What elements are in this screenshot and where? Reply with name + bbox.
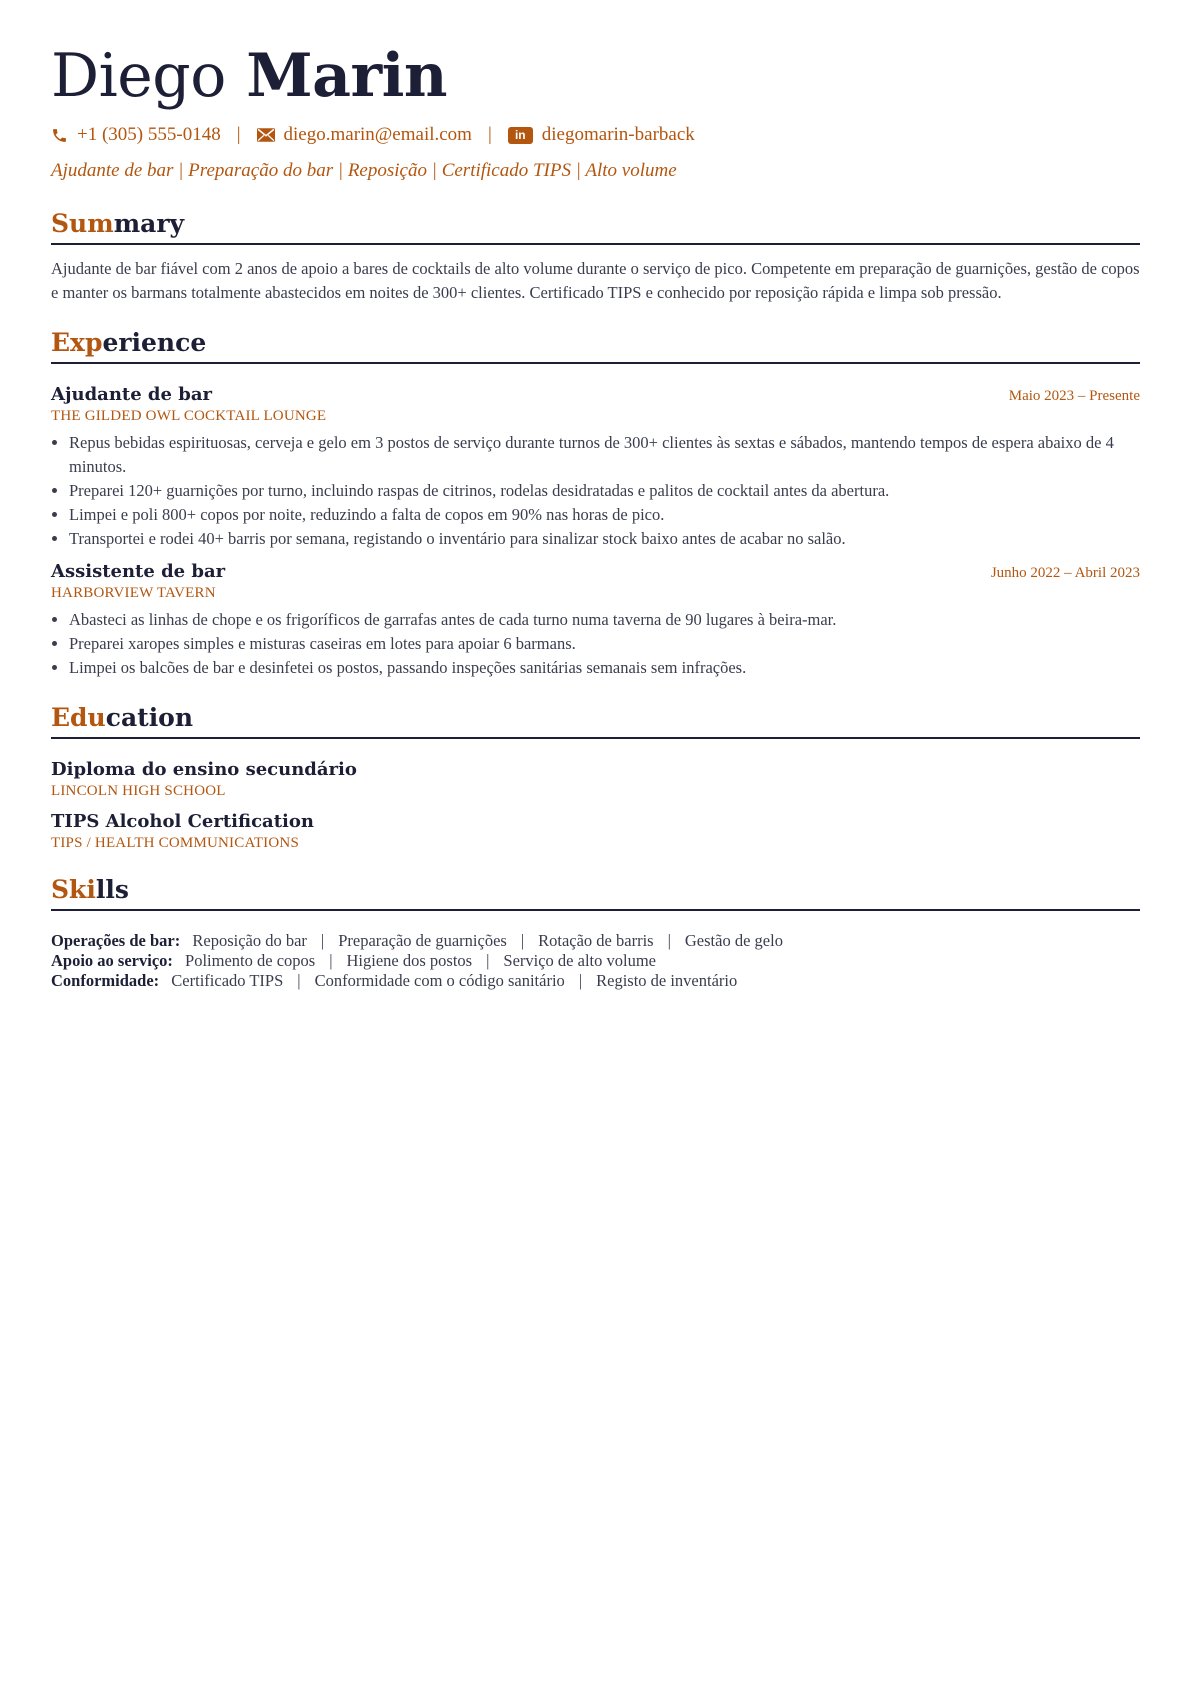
phone-number: +1 (305) 555-0148 bbox=[77, 124, 221, 145]
summary-text: Ajudante de bar fiável com 2 anos de apoio a bares de cocktails de alto volume durante o serviço de pico. Competente em preparação de guarnições, gestão de copos e manter os barmans totalmente abastecidos em noites de 300+ clientes. Certificado TIPS e conhecido por reposição rápida e limpa sob pressão. bbox=[51, 259, 1140, 302]
skill-separator: | bbox=[486, 951, 490, 970]
skill-row bbox=[51, 951, 1140, 971]
skill-item: Registo de inventário bbox=[596, 971, 738, 990]
section-title-accent: Edu bbox=[51, 703, 106, 732]
job-dates: Maio 2023 – Presente bbox=[1008, 388, 1140, 404]
job-header bbox=[51, 561, 1140, 582]
job-bullet: • Preparei xaropes simples e misturas caseiras em lotes para apoiar 6 barmans. bbox=[69, 632, 1140, 656]
experience-section bbox=[51, 327, 1140, 680]
skill-item: Polimento de copos bbox=[185, 951, 316, 970]
education-institution: TIPS / HEALTH COMMUNICATIONS bbox=[51, 835, 299, 851]
skill-separator: | bbox=[667, 931, 671, 950]
job-company: HARBORVIEW TAVERN bbox=[51, 585, 216, 601]
skill-separator: | bbox=[578, 971, 583, 990]
job-title: Assistente de bar bbox=[51, 561, 226, 582]
skill-category: Operações de bar: bbox=[51, 931, 181, 950]
section-title-rest: cation bbox=[105, 703, 194, 732]
skill-item: Reposição do bar bbox=[192, 931, 307, 950]
skill-item: Higiene dos postos bbox=[346, 951, 473, 970]
job-bullet: • Abasteci as linhas de chope e os frigoríficos de garrafas antes de cada turno numa taverna de 90 lugares à beira-mar. bbox=[69, 608, 1140, 632]
resume-header bbox=[51, 40, 1140, 186]
section-title-rest: lls bbox=[95, 875, 129, 904]
summary-section bbox=[51, 208, 1140, 305]
candidate-name bbox=[51, 40, 1140, 112]
skill-item: Certificado TIPS bbox=[171, 971, 284, 990]
linkedin-handle: diegomarin-barback bbox=[541, 124, 695, 145]
job-bullet: • Transportei e rodei 40+ barris por semana, registando o inventário para sinalizar stock baixo antes de acabar no salão. bbox=[69, 527, 1140, 551]
section-title-experience bbox=[51, 327, 1140, 364]
job-bullet: • Limpei e poli 800+ copos por noite, reduzindo a falta de copos em 90% nas horas de pico. bbox=[69, 503, 1140, 527]
skill-separator: | bbox=[320, 931, 325, 950]
job-bullet: • Preparei 120+ guarnições por turno, incluindo raspas de citrinos, rodelas desidratadas e palitos de cocktail antes da abertura. bbox=[69, 479, 1140, 503]
skill-item: Rotação de barris bbox=[538, 931, 654, 950]
section-title-rest: erience bbox=[102, 328, 207, 357]
skill-item: Conformidade com o código sanitário bbox=[314, 971, 565, 990]
job-entry bbox=[51, 384, 1140, 551]
skill-item: Gestão de gelo bbox=[684, 931, 783, 950]
job-bullets bbox=[51, 431, 1140, 551]
phone-icon bbox=[51, 127, 77, 144]
linkedin-contact[interactable] bbox=[508, 124, 695, 146]
section-title-accent: Ski bbox=[51, 875, 96, 904]
skill-item: Preparação de guarnições bbox=[338, 931, 507, 950]
job-dates: Junho 2022 – Abril 2023 bbox=[990, 565, 1140, 581]
section-title-summary bbox=[51, 208, 1140, 245]
education-entry bbox=[51, 811, 1140, 852]
first-name: Diego bbox=[51, 41, 226, 111]
education-section bbox=[51, 702, 1140, 852]
skill-separator: | bbox=[297, 971, 301, 990]
section-title-accent: Exp bbox=[51, 328, 103, 357]
contact-separator: | bbox=[236, 124, 241, 145]
email-contact[interactable] bbox=[257, 124, 472, 146]
skill-row bbox=[51, 931, 1140, 951]
job-company: THE GILDED OWL COCKTAIL LOUNGE bbox=[51, 408, 327, 424]
education-title: TIPS Alcohol Certification bbox=[51, 811, 314, 832]
job-bullet: • Repus bebidas espirituosas, cerveja e gelo em 3 postos de serviço durante turnos de 300+ clientes às sextas e sábados, mantendo tempos de espera abaixo de 4 minutos. bbox=[69, 431, 1140, 479]
job-bullet: • Limpei os balcões de bar e desinfetei os postos, passando inspeções sanitárias semanais sem infrações. bbox=[69, 656, 1140, 680]
skill-category: Apoio ao serviço: bbox=[51, 951, 173, 970]
section-title-accent: Sum bbox=[51, 209, 114, 238]
section-title-education bbox=[51, 702, 1140, 739]
phone-contact[interactable] bbox=[51, 124, 221, 146]
skills-list bbox=[51, 931, 1140, 991]
skill-category: Conformidade: bbox=[51, 971, 160, 990]
education-title: Diploma do ensino secundário bbox=[51, 759, 357, 780]
contact-separator: | bbox=[487, 124, 492, 145]
education-institution: LINCOLN HIGH SCHOOL bbox=[51, 783, 226, 799]
email-address: diego.marin@email.com bbox=[283, 124, 472, 145]
last-name: Marin bbox=[246, 41, 448, 111]
skill-separator: | bbox=[520, 931, 525, 950]
skill-item: Serviço de alto volume bbox=[503, 951, 656, 970]
job-header bbox=[51, 384, 1140, 405]
skill-separator: | bbox=[329, 951, 333, 970]
section-title-skills bbox=[51, 874, 1140, 911]
skill-row bbox=[51, 971, 1140, 991]
job-title: Ajudante de bar bbox=[51, 384, 212, 405]
job-entry bbox=[51, 561, 1140, 680]
envelope-icon bbox=[257, 128, 284, 142]
education-entry bbox=[51, 759, 1140, 800]
headline-tagline: Ajudante de bar | Preparação do bar | Reposição | Certificado TIPS | Alto volume bbox=[51, 160, 677, 181]
skills-section bbox=[51, 874, 1140, 991]
linkedin-icon: in bbox=[508, 127, 533, 144]
section-title-rest: mary bbox=[113, 209, 185, 238]
job-bullets bbox=[51, 608, 1140, 680]
contact-line bbox=[51, 122, 1140, 148]
